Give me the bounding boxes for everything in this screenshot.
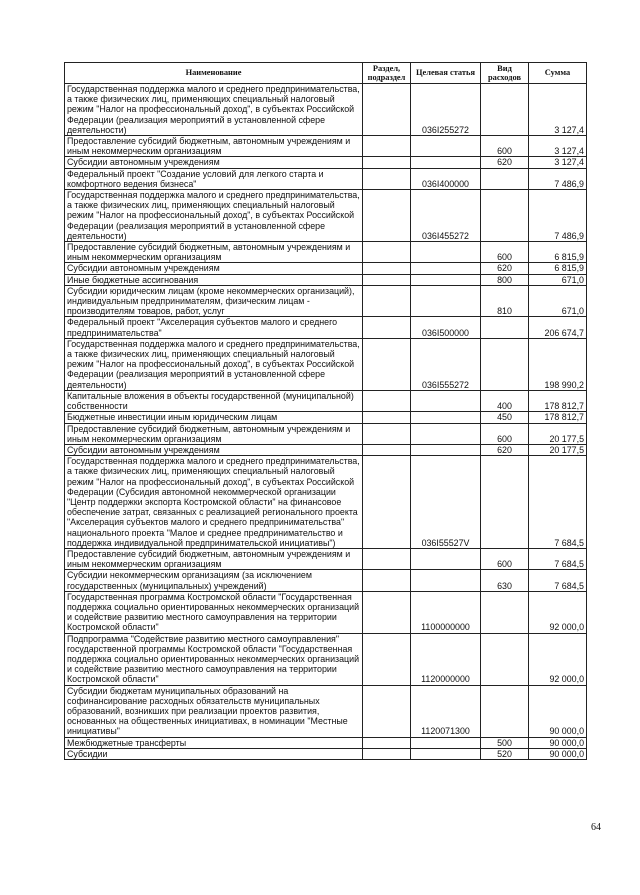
table-row — [65, 748, 587, 759]
cell-name: Иные бюджетные ассигнования — [65, 274, 363, 285]
cell-sum: 7 486,9 — [529, 168, 587, 189]
cell-name: Капитальные вложения в объекты государственной (муниципальной) собственности — [65, 390, 363, 411]
cell-target: 1120071300 — [411, 685, 481, 737]
cell-kind: 520 — [481, 748, 529, 759]
cell-section — [363, 390, 411, 411]
cell-sum: 92 000,0 — [529, 633, 587, 685]
cell-section — [363, 157, 411, 168]
cell-sum: 671,0 — [529, 274, 587, 285]
cell-sum: 3 127,4 — [529, 136, 587, 157]
table-row — [65, 737, 587, 748]
cell-target — [411, 548, 481, 569]
header-kind: Вид расходов — [481, 63, 529, 84]
cell-sum: 206 674,7 — [529, 317, 587, 338]
cell-kind — [481, 591, 529, 633]
header-section: Раздел, подраздел — [363, 63, 411, 84]
cell-target: 036I55527V — [411, 456, 481, 549]
cell-name: Предоставление субсидий бюджетным, автономным учреждениям и иным некоммерческим организациям — [65, 548, 363, 569]
cell-name: Субсидии автономным учреждениям — [65, 157, 363, 168]
cell-section — [363, 591, 411, 633]
header-target: Целевая статья — [411, 63, 481, 84]
cell-kind: 620 — [481, 444, 529, 455]
cell-name: Субсидии юридическим лицам (кроме некоммерческих организаций), индивидуальным предпринимателям, физическим лицам - производителям товаров, работ, услуг — [65, 285, 363, 317]
table-row — [65, 412, 587, 423]
cell-name: Государственная поддержка малого и среднего предпринимательства, а также физических лиц, применяющих специальный налоговый режим "Налог на профессиональный доход", в субъектах Российской Федерации (реализация мероприятий в установленной сфере деятельности) — [65, 338, 363, 390]
cell-kind: 800 — [481, 274, 529, 285]
cell-kind: 500 — [481, 737, 529, 748]
cell-sum: 178 812,7 — [529, 412, 587, 423]
cell-target — [411, 412, 481, 423]
page-number: 64 — [591, 822, 601, 833]
cell-target — [411, 274, 481, 285]
cell-name: Государственная программа Костромской области "Государственная поддержка социально ориентированных некоммерческих организаций и содействие развитию местного самоуправления на территории Костромской области" — [65, 591, 363, 633]
cell-target — [411, 136, 481, 157]
cell-section — [363, 263, 411, 274]
cell-target — [411, 390, 481, 411]
cell-target: 1120000000 — [411, 633, 481, 685]
cell-name: Бюджетные инвестиции иным юридическим лицам — [65, 412, 363, 423]
cell-kind: 400 — [481, 390, 529, 411]
cell-kind: 620 — [481, 263, 529, 274]
cell-sum: 3 127,4 — [529, 84, 587, 136]
table-row — [65, 285, 587, 317]
cell-name: Федеральный проект "Акселерация субъектов малого и среднего предпринимательства" — [65, 317, 363, 338]
cell-name: Федеральный проект "Создание условий для легкого старта и комфортного ведения бизнеса" — [65, 168, 363, 189]
cell-section — [363, 168, 411, 189]
cell-name: Предоставление субсидий бюджетным, автономным учреждениям и иным некоммерческим организациям — [65, 242, 363, 263]
cell-target — [411, 748, 481, 759]
cell-section — [363, 570, 411, 591]
cell-section — [363, 190, 411, 242]
cell-section — [363, 274, 411, 285]
cell-sum: 7 684,5 — [529, 570, 587, 591]
cell-section — [363, 737, 411, 748]
cell-name: Субсидии некоммерческим организациям (за исключением государственных (муниципальных) учреждений) — [65, 570, 363, 591]
cell-sum: 90 000,0 — [529, 737, 587, 748]
cell-section — [363, 423, 411, 444]
cell-kind — [481, 338, 529, 390]
table-row — [65, 591, 587, 633]
header-name: Наименование — [65, 63, 363, 84]
cell-kind — [481, 456, 529, 549]
budget-table — [64, 62, 587, 760]
table-row — [65, 633, 587, 685]
cell-target: 1100000000 — [411, 591, 481, 633]
cell-target: 036I255272 — [411, 84, 481, 136]
cell-name: Государственная поддержка малого и среднего предпринимательства, а также физических лиц, применяющих специальный налоговый режим "Налог на профессиональный доход", в субъектах Российской Федерации (Субсидия автономной некоммерческой организации "Центр поддержки экспорта Костромской области" на финансовое обеспечение затрат, связанных с реализацией регионального проекта "Акселерация субъектов малого и среднего предпринимательства" национального проекта "Малое и среднее предпринимательство и поддержка индивидуальной предпринимательской инициативы") — [65, 456, 363, 549]
table-row — [65, 242, 587, 263]
cell-sum: 6 815,9 — [529, 242, 587, 263]
cell-kind: 810 — [481, 285, 529, 317]
cell-name: Государственная поддержка малого и среднего предпринимательства, а также физических лиц, применяющих специальный налоговый режим "Налог на профессиональный доход", в субъектах Российской Федерации (реализация мероприятий в установленной сфере деятельности) — [65, 84, 363, 136]
cell-sum: 3 127,4 — [529, 157, 587, 168]
cell-sum: 7 684,5 — [529, 548, 587, 569]
cell-target — [411, 263, 481, 274]
cell-name: Субсидии автономным учреждениям — [65, 444, 363, 455]
cell-sum: 7 684,5 — [529, 456, 587, 549]
cell-target — [411, 423, 481, 444]
cell-kind — [481, 633, 529, 685]
cell-target — [411, 444, 481, 455]
cell-kind: 630 — [481, 570, 529, 591]
table-row — [65, 168, 587, 189]
cell-kind — [481, 168, 529, 189]
cell-name: Субсидии — [65, 748, 363, 759]
cell-section — [363, 633, 411, 685]
cell-sum: 90 000,0 — [529, 748, 587, 759]
cell-section — [363, 136, 411, 157]
cell-sum: 178 812,7 — [529, 390, 587, 411]
cell-target — [411, 157, 481, 168]
table-row — [65, 444, 587, 455]
cell-section — [363, 444, 411, 455]
cell-kind — [481, 84, 529, 136]
cell-target — [411, 285, 481, 317]
cell-section — [363, 456, 411, 549]
cell-target: 036I455272 — [411, 190, 481, 242]
cell-section — [363, 748, 411, 759]
table-row — [65, 274, 587, 285]
table-row — [65, 685, 587, 737]
table-row — [65, 390, 587, 411]
cell-target: 036I555272 — [411, 338, 481, 390]
cell-name: Предоставление субсидий бюджетным, автономным учреждениям и иным некоммерческим организациям — [65, 423, 363, 444]
cell-sum: 20 177,5 — [529, 423, 587, 444]
table-body — [65, 84, 587, 760]
cell-section — [363, 338, 411, 390]
cell-kind — [481, 190, 529, 242]
cell-section — [363, 548, 411, 569]
cell-kind: 600 — [481, 548, 529, 569]
cell-name: Межбюджетные трансферты — [65, 737, 363, 748]
cell-section — [363, 285, 411, 317]
cell-sum: 7 486,9 — [529, 190, 587, 242]
table-row — [65, 548, 587, 569]
table-row — [65, 317, 587, 338]
cell-name: Субсидии автономным учреждениям — [65, 263, 363, 274]
cell-target — [411, 242, 481, 263]
cell-sum: 92 000,0 — [529, 591, 587, 633]
cell-section — [363, 317, 411, 338]
table-row — [65, 338, 587, 390]
cell-kind: 620 — [481, 157, 529, 168]
cell-kind: 600 — [481, 242, 529, 263]
cell-kind — [481, 685, 529, 737]
cell-sum: 198 990,2 — [529, 338, 587, 390]
cell-target: 036I500000 — [411, 317, 481, 338]
cell-target — [411, 737, 481, 748]
cell-sum: 20 177,5 — [529, 444, 587, 455]
cell-name: Предоставление субсидий бюджетным, автономным учреждениям и иным некоммерческим организациям — [65, 136, 363, 157]
table-row — [65, 423, 587, 444]
table-row — [65, 136, 587, 157]
table-row — [65, 570, 587, 591]
cell-section — [363, 242, 411, 263]
cell-target — [411, 570, 481, 591]
table-row — [65, 190, 587, 242]
table-header-row — [65, 63, 587, 84]
cell-sum: 671,0 — [529, 285, 587, 317]
cell-section — [363, 685, 411, 737]
cell-kind: 450 — [481, 412, 529, 423]
cell-name: Подпрограмма "Содействие развитию местного самоуправления" государственной программы Костромской области "Государственная поддержка социально ориентированных некоммерческих организаций и содействие развитию местного самоуправления на территории Костромской области" — [65, 633, 363, 685]
cell-section — [363, 84, 411, 136]
table-row — [65, 84, 587, 136]
header-sum: Сумма — [529, 63, 587, 84]
budget-page — [64, 62, 586, 760]
table-row — [65, 456, 587, 549]
table-row — [65, 157, 587, 168]
cell-name: Государственная поддержка малого и среднего предпринимательства, а также физических лиц, применяющих специальный налоговый режим "Налог на профессиональный доход", в субъектах Российской Федерации (реализация мероприятий в установленной сфере деятельности) — [65, 190, 363, 242]
cell-target: 036I400000 — [411, 168, 481, 189]
cell-name: Субсидии бюджетам муниципальных образований на софинансирование расходных обязательств муниципальных образований, возникших при реализации проектов развития, основанных на общественных инициативах, в номинации "Местные инициативы" — [65, 685, 363, 737]
cell-section — [363, 412, 411, 423]
table-row — [65, 263, 587, 274]
cell-kind: 600 — [481, 423, 529, 444]
cell-sum: 6 815,9 — [529, 263, 587, 274]
cell-sum: 90 000,0 — [529, 685, 587, 737]
cell-kind — [481, 317, 529, 338]
cell-kind: 600 — [481, 136, 529, 157]
